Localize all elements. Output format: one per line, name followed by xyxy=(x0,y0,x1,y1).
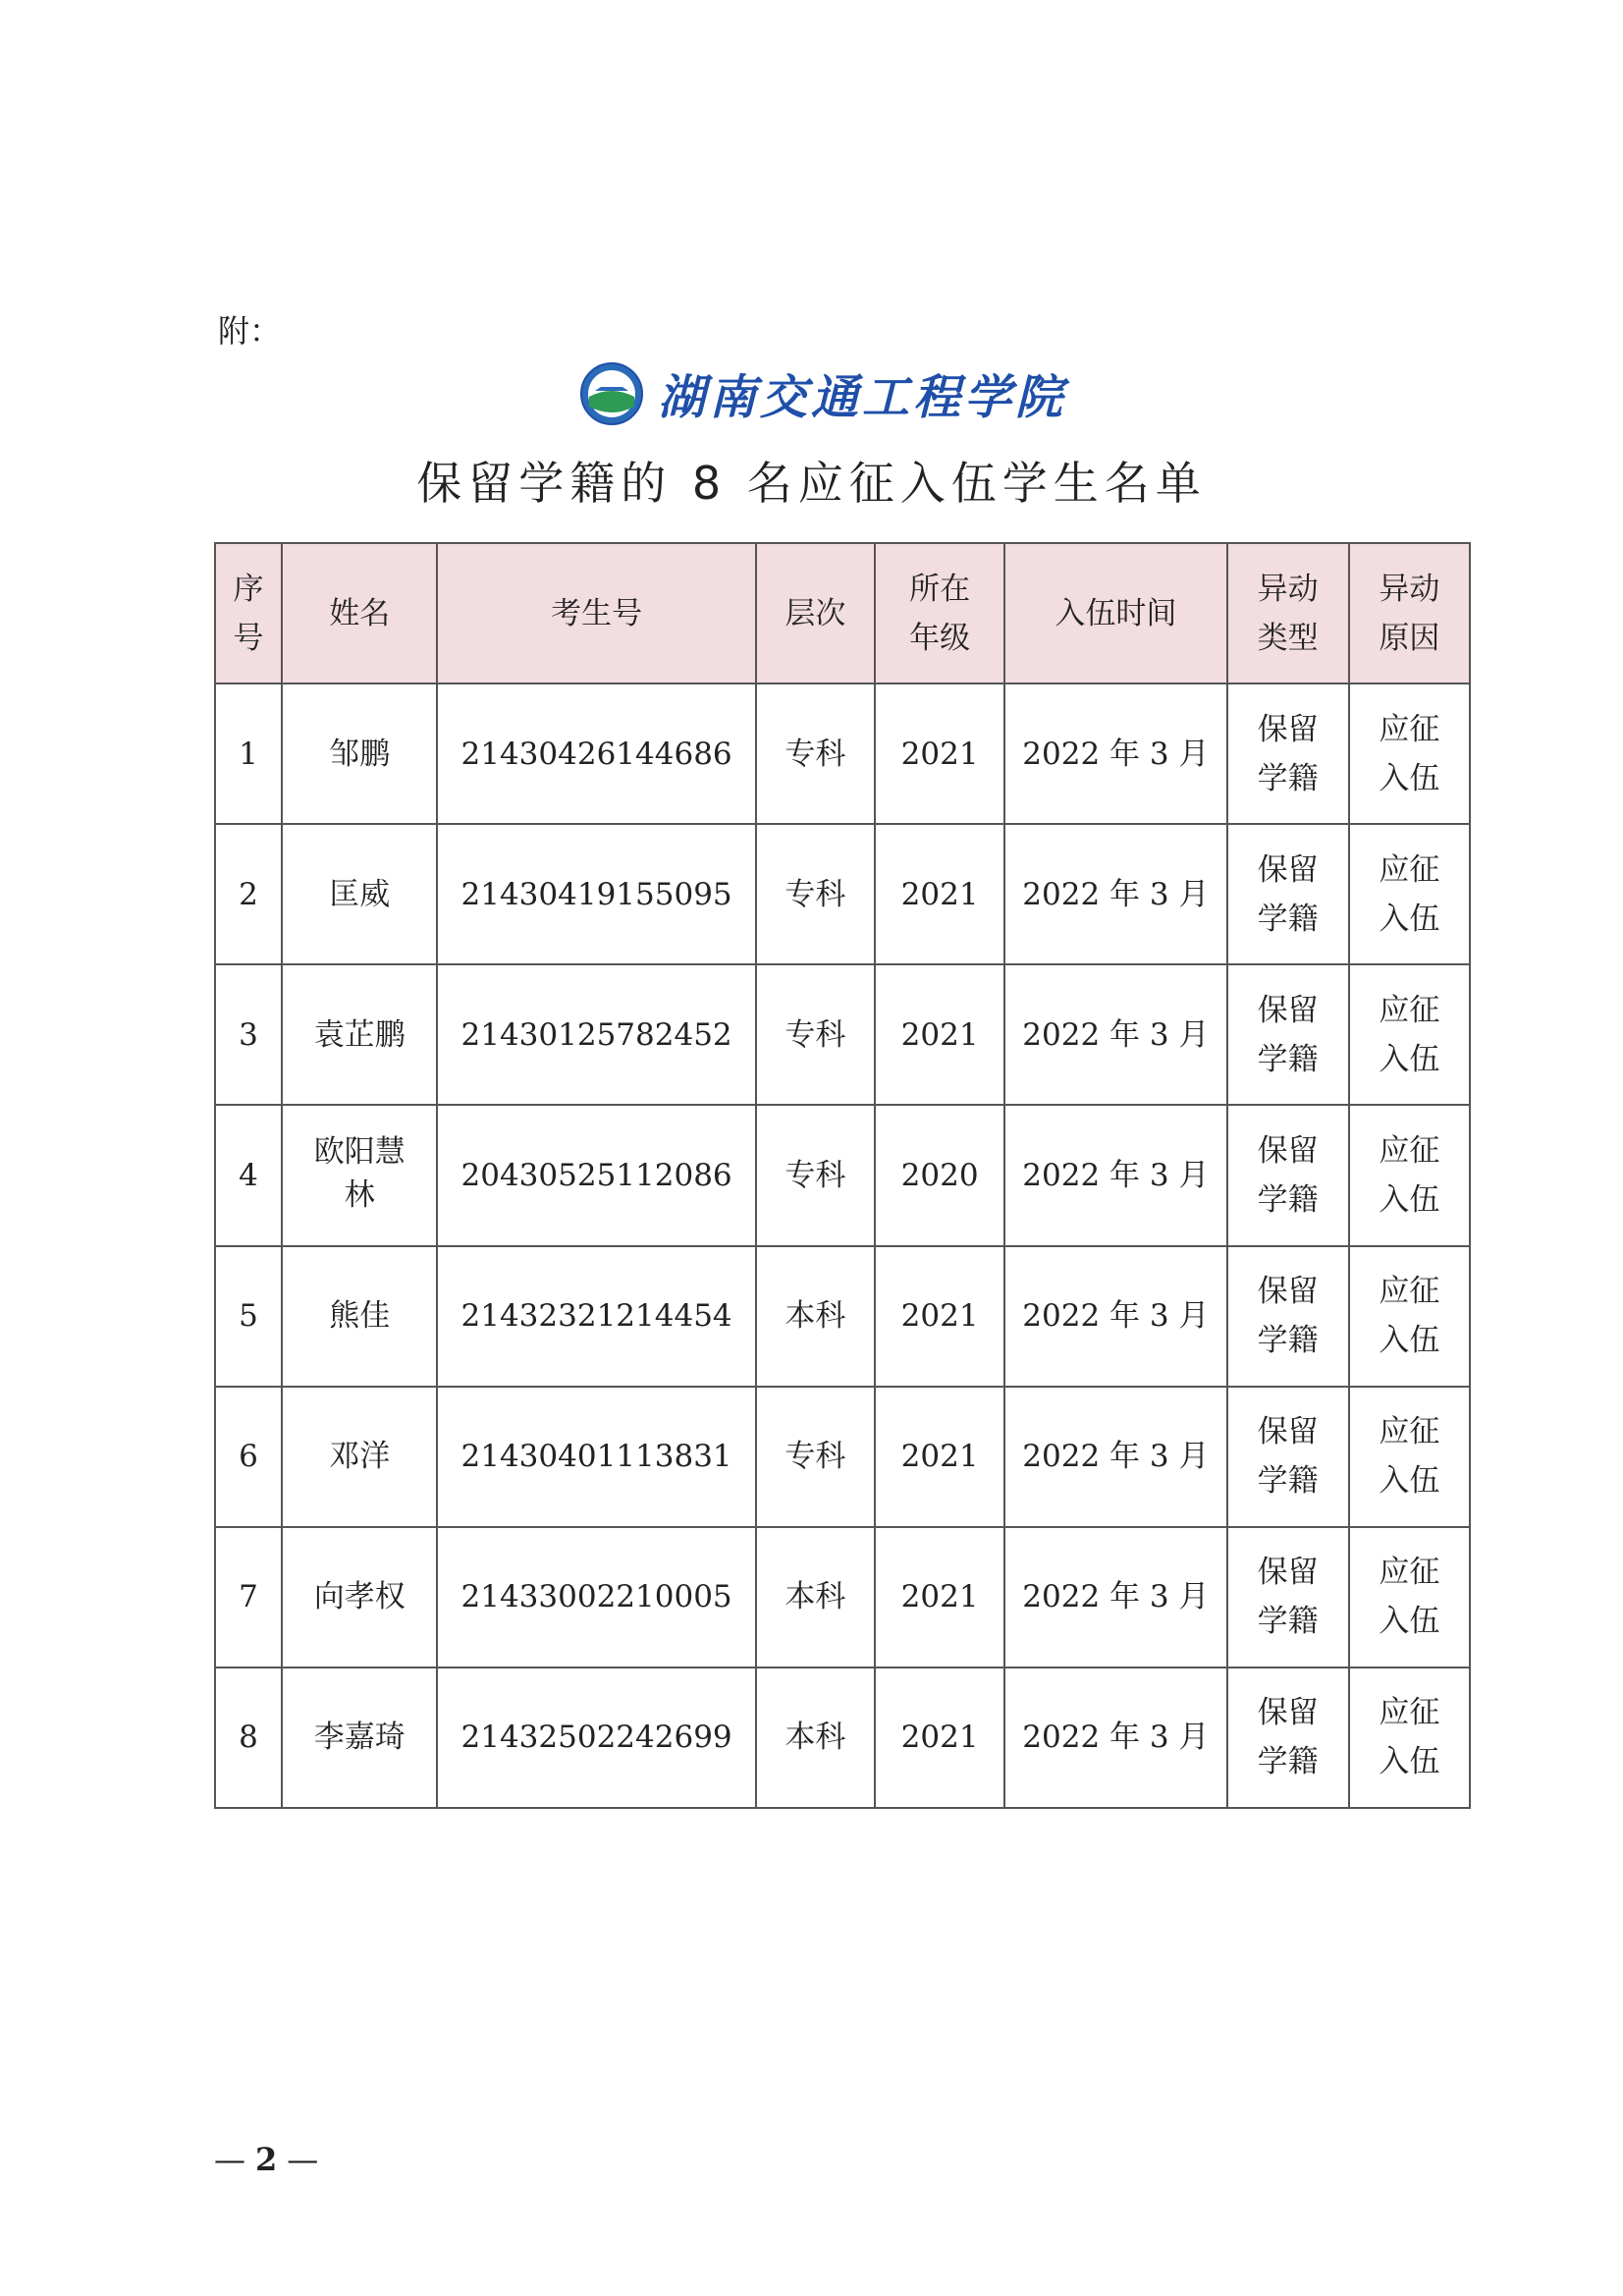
exam-number-cell: 21430125782452 xyxy=(437,964,756,1105)
enlist-date-cell: 2022 年 3 月 xyxy=(1004,824,1226,964)
grade-year-cell: 2021 xyxy=(875,1667,1004,1808)
student-name-cell: 欧阳慧林 xyxy=(282,1105,437,1245)
enlist-date-cell: 2022 年 3 月 xyxy=(1004,1527,1226,1667)
student-name-cell: 邓洋 xyxy=(282,1387,437,1527)
exam-number-cell: 21430426144686 xyxy=(437,683,756,824)
row-index-cell: 6 xyxy=(215,1387,282,1527)
grade-year-cell: 2021 xyxy=(875,1387,1004,1527)
header-cell: 入伍时间 xyxy=(1004,543,1226,683)
grade-year-cell: 2021 xyxy=(875,964,1004,1105)
row-index-cell: 7 xyxy=(215,1527,282,1667)
student-name-cell: 向孝权 xyxy=(282,1527,437,1667)
page-footer: — 2 — xyxy=(214,2141,319,2178)
exam-number-cell: 21432502242699 xyxy=(437,1667,756,1808)
exam-number-cell: 20430525112086 xyxy=(437,1105,756,1245)
row-index-cell: 3 xyxy=(215,964,282,1105)
table-row xyxy=(215,824,1470,964)
level-cell: 专科 xyxy=(756,824,875,964)
annex-label: 附： xyxy=(218,312,282,350)
student-name-cell: 李嘉琦 xyxy=(282,1667,437,1808)
exam-number-cell: 21433002210005 xyxy=(437,1527,756,1667)
level-cell: 专科 xyxy=(756,683,875,824)
enlist-date-cell: 2022 年 3 月 xyxy=(1004,1246,1226,1387)
table-row xyxy=(215,1387,1470,1527)
level-cell: 本科 xyxy=(756,1667,875,1808)
change-type-cell: 保留学籍 xyxy=(1227,683,1349,824)
level-cell: 本科 xyxy=(756,1246,875,1387)
table-row xyxy=(215,1667,1470,1808)
change-reason-cell: 应征入伍 xyxy=(1349,1246,1470,1387)
level-cell: 专科 xyxy=(756,964,875,1105)
school-seal-icon xyxy=(579,361,644,426)
level-cell: 专科 xyxy=(756,1387,875,1527)
change-type-cell: 保留学籍 xyxy=(1227,1667,1349,1808)
table-row xyxy=(215,683,1470,824)
enlist-date-cell: 2022 年 3 月 xyxy=(1004,1105,1226,1245)
school-logo-row xyxy=(579,359,1066,427)
change-type-cell: 保留学籍 xyxy=(1227,964,1349,1105)
change-reason-cell: 应征入伍 xyxy=(1349,683,1470,824)
change-reason-cell: 应征入伍 xyxy=(1349,1527,1470,1667)
document-title: 保留学籍的 8 名应征入伍学生名单 xyxy=(416,457,1207,510)
change-type-cell: 保留学籍 xyxy=(1227,824,1349,964)
row-index-cell: 5 xyxy=(215,1246,282,1387)
level-cell: 本科 xyxy=(756,1527,875,1667)
change-type-cell: 保留学籍 xyxy=(1227,1246,1349,1387)
header-cell: 考生号 xyxy=(437,543,756,683)
grade-year-cell: 2021 xyxy=(875,824,1004,964)
enlist-date-cell: 2022 年 3 月 xyxy=(1004,683,1226,824)
change-reason-cell: 应征入伍 xyxy=(1349,1387,1470,1527)
row-index-cell: 1 xyxy=(215,683,282,824)
header-cell: 序号 xyxy=(215,543,282,683)
student-name-cell: 匡威 xyxy=(282,824,437,964)
header-cell: 异动原因 xyxy=(1349,543,1470,683)
table-header-row xyxy=(215,543,1470,683)
change-reason-cell: 应征入伍 xyxy=(1349,824,1470,964)
row-index-cell: 4 xyxy=(215,1105,282,1245)
enlist-date-cell: 2022 年 3 月 xyxy=(1004,964,1226,1105)
header-cell: 所在年级 xyxy=(875,543,1004,683)
grade-year-cell: 2021 xyxy=(875,1527,1004,1667)
enlist-date-cell: 2022 年 3 月 xyxy=(1004,1667,1226,1808)
exam-number-cell: 21432321214454 xyxy=(437,1246,756,1387)
table-row xyxy=(215,1527,1470,1667)
change-type-cell: 保留学籍 xyxy=(1227,1387,1349,1527)
header-cell: 姓名 xyxy=(282,543,437,683)
page-number: 2 xyxy=(255,2141,278,2178)
exam-number-cell: 21430401113831 xyxy=(437,1387,756,1527)
change-reason-cell: 应征入伍 xyxy=(1349,1667,1470,1808)
row-index-cell: 8 xyxy=(215,1667,282,1808)
grade-year-cell: 2021 xyxy=(875,683,1004,824)
student-name-cell: 邹鹏 xyxy=(282,683,437,824)
change-type-cell: 保留学籍 xyxy=(1227,1105,1349,1245)
header-cell: 层次 xyxy=(756,543,875,683)
student-roster-table xyxy=(214,542,1471,1809)
row-index-cell: 2 xyxy=(215,824,282,964)
exam-number-cell: 21430419155095 xyxy=(437,824,756,964)
grade-year-cell: 2020 xyxy=(875,1105,1004,1245)
change-reason-cell: 应征入伍 xyxy=(1349,964,1470,1105)
change-reason-cell: 应征入伍 xyxy=(1349,1105,1470,1245)
table-row xyxy=(215,964,1470,1105)
table-row xyxy=(215,1246,1470,1387)
student-name-cell: 熊佳 xyxy=(282,1246,437,1387)
table-row xyxy=(215,1105,1470,1245)
school-name: 湖南交通工程学院 xyxy=(658,370,1067,425)
change-type-cell: 保留学籍 xyxy=(1227,1527,1349,1667)
level-cell: 专科 xyxy=(756,1105,875,1245)
student-name-cell: 袁芷鹏 xyxy=(282,964,437,1105)
grade-year-cell: 2021 xyxy=(875,1246,1004,1387)
header-cell: 异动类型 xyxy=(1227,543,1349,683)
enlist-date-cell: 2022 年 3 月 xyxy=(1004,1387,1226,1527)
